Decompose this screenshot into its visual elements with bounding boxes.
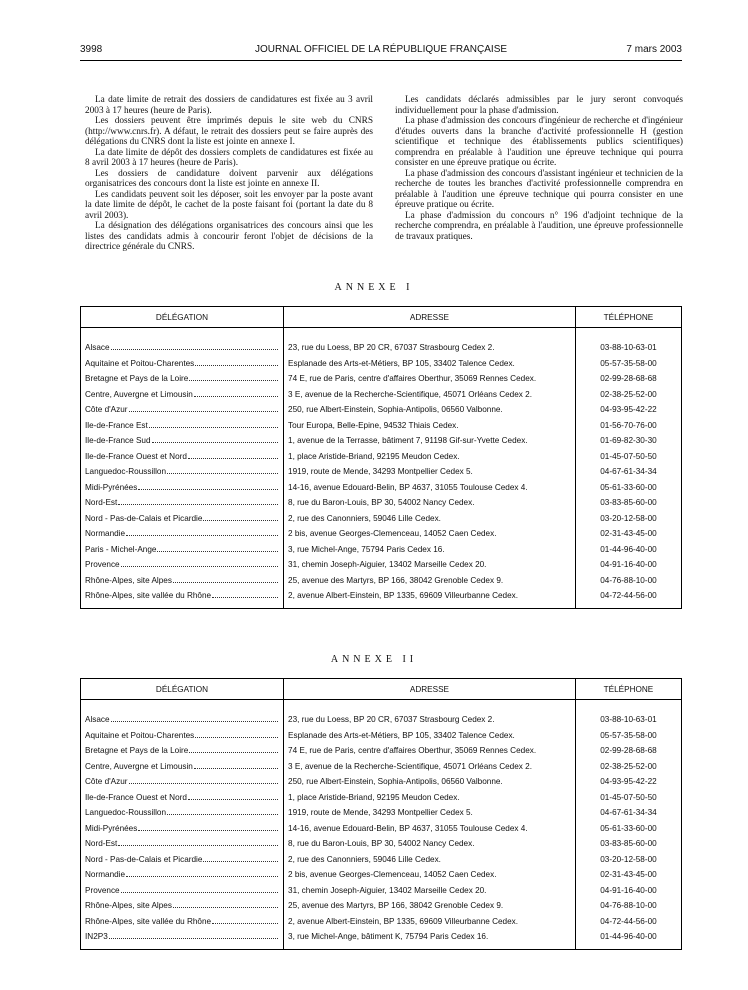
phone-cell: 04-67-61-34-34: [600, 467, 657, 477]
delegation-leader: [85, 467, 279, 476]
delegation-name: Ile-de-France Sud: [85, 436, 151, 446]
delegation-leader: [85, 483, 279, 492]
delegation-cell: [81, 774, 284, 790]
phone-cell: 02-38-25-52-00: [600, 761, 657, 771]
delegation-leader: [85, 545, 279, 554]
delegation-name: Aquitaine et Poitou-Charentes: [85, 730, 195, 740]
delegation-leader: [85, 374, 279, 383]
delegation-leader: [85, 452, 279, 461]
address-cell: 250, rue Albert-Einstein, Sophia-Antipolis, 06560 Valbonne.: [284, 402, 576, 418]
delegation-leader: [85, 808, 279, 817]
annexe-2-title: ANNEXE II: [330, 654, 418, 665]
phone-cell: 01-69-82-30-30: [600, 436, 657, 446]
paragraph: La date limite de dépôt des dossiers complets de candidatures est fixée au 8 avril 2003 à 17 heures (heure de Paris).: [85, 147, 373, 168]
delegation-leader: [85, 824, 279, 833]
delegation-leader: [85, 917, 279, 926]
spacer-cell: [284, 945, 576, 950]
delegation-cell: [81, 805, 284, 821]
phone-cell: 03-88-10-63-01: [600, 343, 657, 353]
delegation-name: Midi-Pyrénées: [85, 482, 138, 492]
paragraph: Les dossiers de candidature doivent parvenir aux délégations organisatrices des concours dont la liste est jointe en annexe II.: [85, 168, 373, 189]
dot-leader: [111, 349, 278, 350]
phone-cell: 01-44-96-40-00: [600, 544, 657, 554]
address-cell: 14-16, avenue Edouard-Belin, BP 4637, 31055 Toulouse Cedex 4.: [284, 821, 576, 837]
delegation-name: Rhône-Alpes, site Alpes: [85, 901, 172, 911]
delegation-leader: [85, 870, 279, 879]
paragraph: La désignation des délégations organisatrices des concours ainsi que les listes des candidats admis à concourir feront l'objet de décisions de la directrice générale du CNRS.: [85, 221, 373, 252]
delegation-cell: [81, 728, 284, 744]
dot-leader: [173, 582, 278, 583]
table-row: [81, 511, 682, 527]
dot-leader: [189, 380, 278, 381]
phone-cell: 04-76-88-10-00: [600, 575, 657, 585]
delegation-name: Provence: [85, 885, 120, 895]
address-cell: 25, avenue des Martyrs, BP 166, 38042 Grenoble Cedex 9.: [284, 573, 576, 589]
delegation-cell: [81, 387, 284, 403]
right-column: [395, 95, 683, 242]
table-row: [81, 371, 682, 387]
phone-cell: 04-72-44-56-00: [600, 591, 657, 601]
spacer-cell: [81, 604, 284, 609]
table-end-row: [81, 604, 682, 609]
paragraph: Les dossiers peuvent être imprimés depuis le site web du CNRS (http://www.cnrs.fr). A défaut, le retrait des dossiers peut se faire auprès des délégations du CNRS dont la liste est jointe en annexe I.: [85, 116, 373, 147]
phone-cell: 03-83-85-60-00: [600, 839, 657, 849]
delegation-cell: [81, 449, 284, 465]
delegation-cell: [81, 495, 284, 511]
table-row: [81, 898, 682, 914]
address-cell: 74 E, rue de Paris, centre d'affaires Oberthur, 35069 Rennes Cedex.: [284, 743, 576, 759]
table-row: [81, 387, 682, 403]
phone-cell: 05-57-35-58-00: [600, 730, 657, 740]
delegation-name: Ile-de-France Ouest et Nord: [85, 451, 187, 461]
address-cell: 74 E, rue de Paris, centre d'affaires Oberthur, 35069 Rennes Cedex.: [284, 371, 576, 387]
table-row: [81, 480, 682, 496]
delegation-leader: [85, 731, 279, 740]
delegation-cell: [81, 340, 284, 356]
address-cell: 8, rue du Baron-Louis, BP 30, 54002 Nancy Cedex.: [284, 836, 576, 852]
delegation-leader: [85, 591, 279, 600]
spacer-cell: [81, 700, 284, 713]
delegation-cell: [81, 929, 284, 945]
delegation-leader: [85, 793, 279, 802]
phone-cell: 04-91-16-40-00: [600, 885, 657, 895]
delegation-cell: [81, 371, 284, 387]
phone-cell: 03-88-10-63-01: [600, 715, 657, 725]
delegation-cell: [81, 464, 284, 480]
delegation-name: Centre, Auvergne et Limousin: [85, 389, 193, 399]
delegation-name: Nord - Pas-de-Calais et Picardie: [85, 854, 203, 864]
delegation-leader: [85, 498, 279, 507]
header-rule: [80, 60, 682, 61]
column-header-adresse: ADRESSE: [284, 679, 576, 700]
address-cell: 2 bis, avenue Georges-Clemenceau, 14052 Caen Cedex.: [284, 867, 576, 883]
table-row: [81, 418, 682, 434]
spacer-cell: [284, 700, 576, 713]
dot-leader: [121, 892, 278, 893]
delegation-leader: [85, 343, 279, 352]
phone-cell: 02-99-28-68-68: [600, 746, 657, 756]
delegation-leader: [85, 855, 279, 864]
delegation-name: Nord - Pas-de-Calais et Picardie: [85, 513, 203, 523]
table-row: [81, 852, 682, 868]
table-row: [81, 821, 682, 837]
table-row: [81, 790, 682, 806]
delegation-leader: [85, 359, 279, 368]
address-cell: Esplanade des Arts-et-Métiers, BP 105, 33402 Talence Cedex.: [284, 728, 576, 744]
column-header-delegation: DÉLÉGATION: [81, 307, 284, 328]
delegation-name: Rhône-Alpes, site vallée du Rhône: [85, 591, 212, 601]
table-row: [81, 402, 682, 418]
spacer-cell: [284, 328, 576, 341]
table-header-row: [81, 307, 682, 328]
delegation-cell: [81, 511, 284, 527]
dot-leader: [188, 799, 278, 800]
delegation-name: Côte d'Azur: [85, 405, 128, 415]
table-row: [81, 495, 682, 511]
delegation-cell: [81, 573, 284, 589]
table-row: [81, 759, 682, 775]
dot-leader: [129, 411, 278, 412]
delegation-name: Ile-de-France Est: [85, 420, 148, 430]
table-row: [81, 464, 682, 480]
address-cell: 2, rue des Canonniers, 59046 Lille Cedex.: [284, 511, 576, 527]
dot-leader: [126, 876, 278, 877]
column-header-telephone: TÉLÉPHONE: [575, 307, 681, 328]
delegation-cell: [81, 898, 284, 914]
spacer-cell: [575, 604, 681, 609]
delegation-leader: [85, 715, 279, 724]
page-number: 3998: [80, 44, 103, 55]
address-cell: Tour Europa, Belle-Epine, 94532 Thiais Cedex.: [284, 418, 576, 434]
address-cell: 2 bis, avenue Georges-Clemenceau, 14052 Caen Cedex.: [284, 526, 576, 542]
delegation-name: Ile-de-France Ouest et Nord: [85, 792, 187, 802]
delegation-cell: [81, 712, 284, 728]
address-cell: 3, rue Michel-Ange, 75794 Paris Cedex 16.: [284, 542, 576, 558]
phone-cell: 01-56-70-76-00: [600, 420, 657, 430]
phone-cell: 01-44-96-40-00: [600, 932, 657, 942]
delegation-cell: [81, 588, 284, 604]
address-cell: 3 E, avenue de la Recherche-Scientifique, 45071 Orléans Cedex 2.: [284, 759, 576, 775]
address-cell: 1, place Aristide-Briand, 92195 Meudon Cedex.: [284, 790, 576, 806]
address-cell: 250, rue Albert-Einstein, Sophia-Antipolis, 06560 Valbonne.: [284, 774, 576, 790]
delegation-name: Midi-Pyrénées: [85, 823, 138, 833]
column-header-delegation: DÉLÉGATION: [81, 679, 284, 700]
table-row: [81, 836, 682, 852]
delegation-name: Nord-Est: [85, 498, 118, 508]
delegation-cell: [81, 356, 284, 372]
delegation-leader: [85, 932, 279, 941]
paragraph: La phase d'admission des concours d'ingénieur de recherche et d'ingénieur d'études ouverts dans la branche d'activité professionnelle H (gestion scientifique et technique des établissements publics scientifiques) comprendra en préalable à l'audition une épreuve technique qui pourra consister en une épreuve pratique ou écrite.: [395, 116, 683, 168]
delegation-leader: [85, 529, 279, 538]
address-cell: 14-16, avenue Edouard-Belin, BP 4637, 31055 Toulouse Cedex 4.: [284, 480, 576, 496]
table-row: [81, 743, 682, 759]
address-cell: 23, rue du Loess, BP 20 CR, 67037 Strasbourg Cedex 2.: [284, 712, 576, 728]
delegation-cell: [81, 526, 284, 542]
address-cell: 8, rue du Baron-Louis, BP 30, 54002 Nancy Cedex.: [284, 495, 576, 511]
dot-leader: [157, 551, 278, 552]
delegation-leader: [85, 405, 279, 414]
table-header-row: [81, 679, 682, 700]
phone-cell: 02-31-43-45-00: [600, 870, 657, 880]
address-cell: 3, rue Michel-Ange, bâtiment K, 75794 Paris Cedex 16.: [284, 929, 576, 945]
phone-cell: 04-76-88-10-00: [600, 901, 657, 911]
delegation-leader: [85, 746, 279, 755]
delegation-name: Rhône-Alpes, site Alpes: [85, 575, 172, 585]
delegation-leader: [85, 390, 279, 399]
phone-cell: 05-61-33-60-00: [600, 823, 657, 833]
delegation-name: Côte d'Azur: [85, 777, 128, 787]
delegation-cell: [81, 914, 284, 930]
dot-leader: [118, 504, 278, 505]
delegation-name: Provence: [85, 560, 120, 570]
delegation-name: Bretagne et Pays de la Loire: [85, 746, 189, 756]
delegation-cell: [81, 790, 284, 806]
paragraph: La date limite de retrait des dossiers de candidatures est fixée au 3 avril 2003 à 17 heures (heure de Paris).: [85, 95, 373, 116]
dot-leader: [194, 768, 278, 769]
dot-leader: [195, 365, 278, 366]
table-row: [81, 728, 682, 744]
delegation-cell: [81, 759, 284, 775]
table-row: [81, 526, 682, 542]
table-row: [81, 340, 682, 356]
delegation-cell: [81, 821, 284, 837]
delegation-cell: [81, 480, 284, 496]
table-row: [81, 805, 682, 821]
table-row: [81, 929, 682, 945]
dot-leader: [129, 783, 278, 784]
delegation-cell: [81, 542, 284, 558]
annexe-1-table: [80, 306, 682, 609]
column-header-telephone: TÉLÉPHONE: [575, 679, 681, 700]
table-row: [81, 449, 682, 465]
annexe-1-title: ANNEXE I: [334, 282, 414, 293]
dot-leader: [188, 458, 278, 459]
delegation-name: Aquitaine et Poitou-Charentes: [85, 358, 195, 368]
address-cell: 3 E, avenue de la Recherche-Scientifique, 45071 Orléans Cedex 2.: [284, 387, 576, 403]
address-cell: 2, avenue Albert-Einstein, BP 1335, 69609 Villeurbanne Cedex.: [284, 914, 576, 930]
table-row: [81, 914, 682, 930]
table-row: [81, 867, 682, 883]
spacer-cell: [575, 945, 681, 950]
delegation-name: Nord-Est: [85, 839, 118, 849]
phone-cell: 02-38-25-52-00: [600, 389, 657, 399]
delegation-leader: [85, 886, 279, 895]
dot-leader: [121, 566, 278, 567]
delegation-name: Normandie: [85, 529, 126, 539]
dot-leader: [212, 597, 278, 598]
paragraph: La phase d'admission des concours d'assistant ingénieur et technicien de la recherche de toutes les branches d'activité professionnelle comprendra en préalable à l'audition une épreuve technique qui pourra consister en une épreuve pratique ou écrite.: [395, 168, 683, 210]
delegation-name: IN2P3: [85, 932, 108, 942]
phone-cell: 05-57-35-58-00: [600, 358, 657, 368]
dot-leader: [138, 489, 278, 490]
dot-leader: [109, 938, 278, 939]
delegation-leader: [85, 777, 279, 786]
dot-leader: [203, 861, 278, 862]
table-row: [81, 883, 682, 899]
paragraph: Les candidats peuvent soit les déposer, soit les envoyer par la poste avant la date limite de dépôt, le cachet de la poste faisant foi (portant la date du 8 avril 2003).: [85, 189, 373, 221]
phone-cell: 02-31-43-45-00: [600, 529, 657, 539]
table-row: [81, 433, 682, 449]
dot-leader: [194, 396, 278, 397]
delegation-name: Normandie: [85, 870, 126, 880]
phone-cell: 05-61-33-60-00: [600, 482, 657, 492]
table-row: [81, 542, 682, 558]
address-cell: 1919, route de Mende, 34293 Montpellier Cedex 5.: [284, 805, 576, 821]
paragraph: Les candidats déclarés admissibles par le jury seront convoqués individuellement pour la phase d'admission.: [395, 95, 683, 116]
address-cell: 2, avenue Albert-Einstein, BP 1335, 69609 Villeurbanne Cedex.: [284, 588, 576, 604]
paragraph: La phase d'admission du concours n° 196 d'adjoint technique de la recherche comprendra, en préalable à l'audition, une épreuve professionnelle de travaux pratiques.: [395, 210, 683, 242]
phone-cell: 04-93-95-42-22: [600, 405, 657, 415]
phone-cell: 04-91-16-40-00: [600, 560, 657, 570]
delegation-leader: [85, 560, 279, 569]
table-row: [81, 573, 682, 589]
table-row: [81, 557, 682, 573]
dot-leader: [152, 442, 278, 443]
dot-leader: [126, 535, 278, 536]
delegation-name: Centre, Auvergne et Limousin: [85, 761, 193, 771]
dot-leader: [118, 845, 278, 846]
delegation-leader: [85, 839, 279, 848]
annexe-2-table: [80, 678, 682, 950]
address-cell: 1, place Aristide-Briand, 92195 Meudon Cedex.: [284, 449, 576, 465]
table-body: [81, 328, 682, 609]
delegation-name: Alsace: [85, 343, 110, 353]
dot-leader: [111, 721, 278, 722]
delegation-leader: [85, 436, 279, 445]
delegation-cell: [81, 557, 284, 573]
address-cell: 31, chemin Joseph-Aiguier, 13402 Marseille Cedex 20.: [284, 557, 576, 573]
phone-cell: 04-67-61-34-34: [600, 808, 657, 818]
dot-leader: [173, 907, 278, 908]
dot-leader: [212, 923, 278, 924]
address-cell: Esplanade des Arts-et-Métiers, BP 105, 33402 Talence Cedex.: [284, 356, 576, 372]
phone-cell: 03-83-85-60-00: [600, 498, 657, 508]
issue-date: 7 mars 2003: [626, 44, 682, 55]
dot-leader: [167, 473, 278, 474]
phone-cell: 04-93-95-42-22: [600, 777, 657, 787]
left-column: [85, 95, 373, 253]
address-cell: 2, rue des Canonniers, 59046 Lille Cedex.: [284, 852, 576, 868]
phone-cell: 02-99-28-68-68: [600, 374, 657, 384]
spacer-cell: [284, 604, 576, 609]
delegation-name: Languedoc-Roussillon: [85, 808, 167, 818]
dot-leader: [167, 814, 278, 815]
address-cell: 1, avenue de la Terrasse, bâtiment 7, 91198 Gif-sur-Yvette Cedex.: [284, 433, 576, 449]
table-spacer-row: [81, 328, 682, 341]
table-body: [81, 700, 682, 950]
page-header: [80, 44, 682, 60]
phone-cell: 03-20-12-58-00: [600, 513, 657, 523]
delegation-leader: [85, 421, 279, 430]
spacer-cell: [81, 945, 284, 950]
address-cell: 23, rue du Loess, BP 20 CR, 67037 Strasbourg Cedex 2.: [284, 340, 576, 356]
delegation-name: Alsace: [85, 715, 110, 725]
delegation-cell: [81, 852, 284, 868]
delegation-leader: [85, 762, 279, 771]
table-row: [81, 356, 682, 372]
address-cell: 1919, route de Mende, 34293 Montpellier Cedex 5.: [284, 464, 576, 480]
delegation-name: Bretagne et Pays de la Loire: [85, 374, 189, 384]
table-spacer-row: [81, 700, 682, 713]
delegation-leader: [85, 901, 279, 910]
dot-leader: [189, 752, 278, 753]
phone-cell: 04-72-44-56-00: [600, 916, 657, 926]
column-header-adresse: ADRESSE: [284, 307, 576, 328]
table-row: [81, 712, 682, 728]
delegation-cell: [81, 402, 284, 418]
delegation-name: Rhône-Alpes, site vallée du Rhône: [85, 916, 212, 926]
table-end-row: [81, 945, 682, 950]
dot-leader: [195, 737, 278, 738]
delegation-cell: [81, 743, 284, 759]
delegation-cell: [81, 433, 284, 449]
delegation-cell: [81, 883, 284, 899]
delegation-cell: [81, 418, 284, 434]
spacer-cell: [575, 328, 681, 341]
address-cell: 25, avenue des Martyrs, BP 166, 38042 Grenoble Cedex 9.: [284, 898, 576, 914]
delegation-name: Paris - Michel-Ange: [85, 544, 157, 554]
dot-leader: [149, 427, 278, 428]
table-row: [81, 774, 682, 790]
delegation-leader: [85, 576, 279, 585]
table-row: [81, 588, 682, 604]
address-cell: 31, chemin Joseph-Aiguier, 13402 Marseille Cedex 20.: [284, 883, 576, 899]
delegation-cell: [81, 867, 284, 883]
delegation-name: Languedoc-Roussillon: [85, 467, 167, 477]
delegation-cell: [81, 836, 284, 852]
spacer-cell: [81, 328, 284, 341]
phone-cell: 01-45-07-50-50: [600, 792, 657, 802]
dot-leader: [203, 520, 278, 521]
journal-title: JOURNAL OFFICIEL DE LA RÉPUBLIQUE FRANÇAISE: [254, 44, 508, 55]
spacer-cell: [575, 700, 681, 713]
delegation-leader: [85, 514, 279, 523]
dot-leader: [138, 830, 278, 831]
phone-cell: 03-20-12-58-00: [600, 854, 657, 864]
phone-cell: 01-45-07-50-50: [600, 451, 657, 461]
